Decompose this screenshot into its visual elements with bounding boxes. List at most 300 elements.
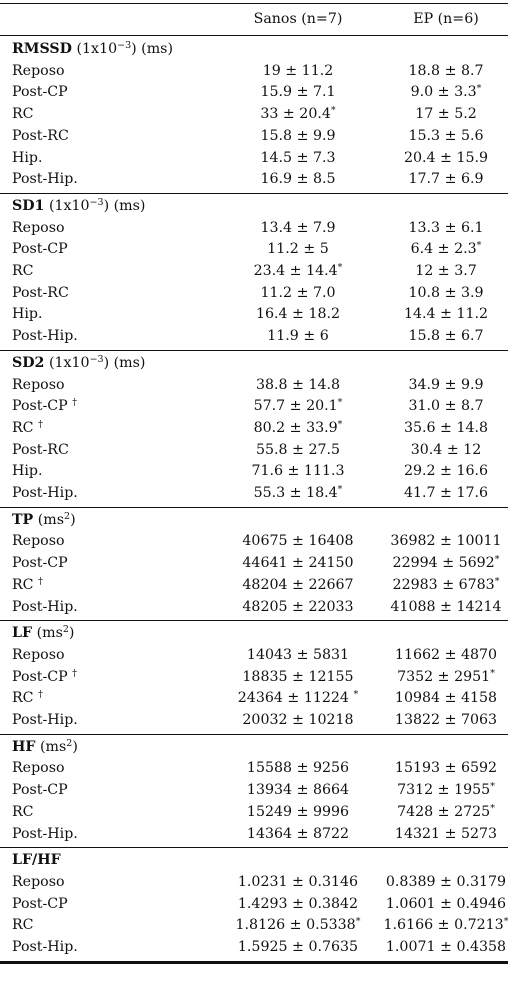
sanos-value: 24364 ± 11224: [237, 690, 354, 707]
header-rule: [0, 35, 508, 36]
top-rule: [0, 3, 508, 4]
ep-value: 22994 ± 5692: [392, 555, 495, 572]
row-label: Post-CP: [12, 782, 68, 799]
sanos-value-cell: [213, 802, 383, 823]
table-row: [0, 780, 508, 801]
table-row: [0, 824, 508, 845]
ep-value-cell: [361, 148, 508, 169]
sanos-value-cell: [213, 553, 383, 574]
sanos-value-cell: [213, 531, 383, 552]
significance-mark: *: [490, 802, 495, 814]
section-divider: [0, 350, 508, 351]
significance-mark: *: [337, 484, 343, 495]
table-row: [0, 531, 508, 552]
section-unit-tail: ): [72, 738, 78, 755]
row-label: Hip.: [12, 149, 43, 166]
sanos-value: 14043 ± 5831: [246, 646, 350, 663]
ep-value: 17.7 ± 6.9: [408, 171, 484, 188]
row-label-cell: [12, 553, 68, 574]
ep-value: 7352 ± 2951: [397, 668, 491, 685]
ep-value: 13822 ± 7063: [394, 712, 498, 728]
sanos-value-cell: [213, 418, 383, 439]
row-label: Reposo: [12, 646, 65, 663]
row-label: Post-Hip.: [12, 712, 78, 728]
ep-value: 1.0071 ± 0.4358: [385, 939, 507, 955]
dagger-mark: †: [38, 689, 43, 701]
row-label-cell: [12, 575, 43, 596]
ep-value-cell: [361, 597, 508, 618]
sanos-value-cell: [213, 872, 383, 893]
ep-value: 1.0601 ± 0.4946: [385, 895, 507, 912]
row-label: Hip.: [12, 306, 43, 323]
sanos-value: 1.5925 ± 0.7635: [237, 939, 359, 955]
section-unit-tail: ): [70, 511, 76, 528]
table-row: [0, 418, 508, 439]
sanos-value: 19 ± 11.2: [262, 62, 334, 79]
ep-value: 9.0 ± 3.3: [410, 84, 477, 101]
table-row: [0, 261, 508, 282]
ep-value-cell: [361, 461, 508, 482]
ep-value-cell: [361, 802, 508, 823]
sanos-value-cell: [213, 710, 383, 731]
section-unit-tail: ) (ms): [131, 41, 173, 57]
table-row: [0, 148, 508, 169]
row-label: Reposo: [12, 62, 65, 79]
row-label-cell: [12, 780, 68, 801]
row-label: RC: [12, 576, 34, 593]
section-unit-tail: ) (ms): [103, 197, 146, 214]
sanos-value: 15249 ± 9996: [246, 803, 350, 820]
row-label: RC: [12, 917, 34, 934]
section-header: [0, 850, 508, 871]
row-label: RC: [12, 690, 34, 707]
sanos-value-cell: [213, 440, 383, 461]
section-unit-exponent: −3: [117, 40, 132, 51]
row-label-cell: [12, 937, 78, 958]
ep-value-cell: [361, 824, 508, 845]
row-label: Post-Hip.: [12, 171, 78, 188]
sanos-value-cell: [213, 239, 383, 260]
row-label-cell: [12, 304, 43, 325]
sanos-value: 16.4 ± 18.2: [255, 306, 341, 323]
row-label-cell: [12, 148, 43, 169]
row-label-cell: [12, 396, 77, 417]
table-row: [0, 553, 508, 574]
table-row: [0, 667, 508, 688]
row-label-cell: [12, 872, 65, 893]
significance-mark: *: [490, 781, 495, 793]
table-row: [0, 326, 508, 347]
row-label: Hip.: [12, 463, 43, 480]
sanos-value: 23.4 ± 14.4: [253, 263, 338, 279]
sanos-value-cell: [213, 758, 383, 779]
sanos-value-cell: [213, 261, 383, 282]
significance-mark: *: [337, 418, 343, 430]
row-label-cell: [12, 61, 65, 82]
ep-value-cell: [361, 169, 508, 190]
section-unit-tail: ) (ms): [103, 354, 146, 371]
dagger-mark: †: [72, 667, 77, 679]
section-name: LF: [12, 625, 33, 642]
ep-value: 7312 ± 1955: [397, 782, 491, 799]
ep-value-cell: [361, 418, 508, 439]
ep-value: 14.4 ± 11.2: [403, 306, 489, 323]
ep-value: 7428 ± 2725: [397, 803, 491, 820]
row-label-cell: [12, 104, 34, 125]
section-divider: [0, 620, 508, 621]
section-header: [0, 510, 508, 531]
table-row: [0, 802, 508, 823]
section-divider: [0, 193, 508, 194]
sanos-value: 44641 ± 24150: [242, 555, 354, 572]
row-label-cell: [12, 169, 78, 190]
table-row: [0, 915, 508, 936]
section-title: [12, 510, 76, 531]
ep-value: 30.4 ± 12: [410, 441, 482, 458]
row-label-cell: [12, 218, 65, 239]
ep-value-cell: [361, 667, 508, 688]
ep-value: 41088 ± 14214: [390, 598, 502, 615]
row-label-cell: [12, 483, 78, 504]
row-label: RC: [12, 419, 34, 436]
ep-value: 18.8 ± 8.7: [408, 62, 484, 79]
sanos-value-cell: [213, 824, 383, 845]
table-row: [0, 758, 508, 779]
ep-value-cell: [361, 645, 508, 666]
ep-value: 1.6166 ± 0.7213: [383, 917, 504, 934]
ep-value-cell: [361, 531, 508, 552]
row-label-cell: [12, 824, 78, 845]
significance-mark: *: [476, 240, 482, 252]
ep-value-cell: [361, 483, 508, 504]
significance-mark: *: [476, 83, 482, 95]
table-row: [0, 239, 508, 260]
ep-value-cell: [361, 553, 508, 574]
row-label-cell: [12, 283, 69, 304]
significance-mark: *: [355, 916, 361, 928]
sanos-value-cell: [213, 169, 383, 190]
sanos-value: 1.8126 ± 0.5338: [235, 917, 356, 934]
sanos-value: 11.9 ± 6: [267, 328, 329, 345]
ep-value: 31.0 ± 8.7: [408, 398, 484, 415]
section-unit-exponent: 2: [66, 737, 73, 749]
row-label: Post-Hip.: [12, 939, 78, 955]
ep-value-cell: [361, 82, 508, 103]
row-label: RC: [12, 803, 34, 820]
row-label: Reposo: [12, 376, 65, 393]
ep-value: 20.4 ± 15.9: [403, 149, 489, 166]
ep-value: 14321 ± 5273: [394, 825, 498, 842]
table-row: [0, 688, 508, 709]
row-label: Reposo: [12, 533, 65, 550]
significance-mark: *: [494, 554, 500, 566]
row-label: Post-RC: [12, 127, 69, 144]
sanos-value: 55.3 ± 18.4: [253, 485, 338, 501]
row-label-cell: [12, 894, 68, 915]
ep-value-cell: [361, 283, 508, 304]
table-row: [0, 597, 508, 618]
row-label: RC: [12, 263, 34, 279]
ep-value: 17 ± 5.2: [415, 106, 477, 123]
section-name: LF/HF: [12, 852, 61, 869]
sanos-value-cell: [213, 597, 383, 618]
significance-mark: *: [490, 667, 495, 679]
row-label: Reposo: [12, 219, 65, 236]
section-header: [0, 623, 508, 644]
ep-value-cell: [361, 780, 508, 801]
ep-value-cell: [361, 937, 508, 958]
ep-value-cell: [361, 304, 508, 325]
sanos-value-cell: [213, 283, 383, 304]
sanos-value-cell: [213, 218, 383, 239]
significance-mark: *: [353, 689, 359, 701]
table-row: [0, 645, 508, 666]
ep-value: 10.8 ± 3.9: [408, 284, 484, 301]
section-unit-exponent: −3: [89, 353, 104, 365]
row-label-cell: [12, 645, 65, 666]
sanos-value: 48204 ± 22667: [242, 576, 354, 593]
row-label-cell: [12, 239, 68, 260]
ep-value: 15.8 ± 6.7: [408, 328, 484, 345]
ep-value-cell: [361, 575, 508, 596]
section-unit: (1x10: [48, 197, 90, 214]
sanos-value-cell: [213, 894, 383, 915]
section-unit: (ms: [36, 625, 63, 642]
ep-value: 10984 ± 4158: [394, 690, 498, 707]
ep-value: 29.2 ± 16.6: [403, 463, 489, 480]
row-label-cell: [12, 261, 34, 282]
sanos-value: 15.9 ± 7.1: [260, 84, 336, 101]
row-label-cell: [12, 597, 78, 618]
section-divider: [0, 734, 508, 735]
table-header-row: [0, 9, 508, 30]
section-title: [12, 353, 145, 374]
significance-mark: *: [494, 575, 500, 587]
table-row: [0, 396, 508, 417]
row-label: Post-Hip.: [12, 598, 78, 615]
sanos-value: 11.2 ± 5: [267, 241, 329, 258]
ep-value-cell: [361, 894, 508, 915]
table-row: [0, 283, 508, 304]
ep-value: 36982 ± 10011: [390, 533, 502, 550]
ep-value-cell: [361, 326, 508, 347]
significance-mark: *: [337, 262, 343, 273]
ep-value: 35.6 ± 14.8: [403, 419, 489, 436]
section-unit-exponent: −3: [89, 196, 104, 208]
table-row: [0, 61, 508, 82]
section-title: [12, 196, 145, 217]
sanos-value-cell: [213, 148, 383, 169]
table-row: [0, 710, 508, 731]
row-label-cell: [12, 688, 43, 709]
row-label-cell: [12, 440, 69, 461]
sanos-value-cell: [213, 396, 383, 417]
ep-value-cell: [361, 104, 508, 125]
ep-value: 13.3 ± 6.1: [408, 219, 484, 236]
row-label-cell: [12, 915, 34, 936]
section-unit: (1x10: [48, 354, 90, 371]
bottom-rule: [0, 961, 508, 964]
section-unit: (ms: [37, 511, 65, 528]
sanos-value: 71.6 ± 111.3: [251, 463, 345, 480]
section-header: [0, 39, 508, 60]
ep-value-cell: [361, 218, 508, 239]
sanos-value: 15588 ± 9256: [246, 760, 350, 777]
table-row: [0, 440, 508, 461]
section-unit: (1x10: [76, 41, 118, 57]
ep-value-cell: [361, 440, 508, 461]
table-row: [0, 872, 508, 893]
sanos-value-cell: [213, 645, 383, 666]
ep-value-cell: [361, 126, 508, 147]
section-header: [0, 737, 508, 758]
sanos-value-cell: [213, 461, 383, 482]
sanos-value: 15.8 ± 9.9: [260, 127, 336, 144]
ep-value-cell: [361, 239, 508, 260]
ep-value: 12 ± 3.7: [415, 263, 477, 279]
row-label-cell: [12, 667, 77, 688]
sanos-value-cell: [213, 780, 383, 801]
row-label-cell: [12, 375, 65, 396]
dagger-mark: †: [38, 418, 43, 430]
ep-value-cell: [361, 396, 508, 417]
row-label: Post-RC: [12, 441, 69, 458]
section-divider: [0, 507, 508, 508]
row-label: Post-CP: [12, 668, 68, 685]
section-title: [12, 39, 173, 60]
section-name: HF: [12, 738, 36, 755]
table-row: [0, 483, 508, 504]
table-row: [0, 937, 508, 958]
section-name: SD1: [12, 197, 45, 214]
sanos-value: 57.7 ± 20.1: [253, 398, 338, 415]
sanos-value-cell: [213, 667, 383, 688]
ep-value-cell: [361, 61, 508, 82]
ep-value-cell: [361, 688, 508, 709]
row-label: Post-CP: [12, 241, 68, 258]
table-row: [0, 126, 508, 147]
row-label: Post-Hip.: [12, 485, 78, 501]
section-unit-exponent: 2: [64, 510, 71, 522]
sanos-value: 40675 ± 16408: [242, 533, 354, 550]
row-label-cell: [12, 326, 78, 347]
ep-value: 22983 ± 6783: [392, 576, 495, 593]
section-name: SD2: [12, 354, 45, 371]
ep-value: 15.3 ± 5.6: [408, 127, 484, 144]
sanos-value-cell: [213, 688, 383, 709]
sanos-value-cell: [213, 483, 383, 504]
dagger-mark: †: [38, 575, 43, 587]
table-row: [0, 104, 508, 125]
section-divider: [0, 847, 508, 848]
sanos-value: 11.2 ± 7.0: [260, 284, 336, 301]
sanos-value-cell: [213, 104, 383, 125]
significance-mark: *: [337, 397, 343, 409]
section-title: [12, 850, 65, 871]
section-unit: (ms: [40, 738, 67, 755]
row-label: RC: [12, 106, 34, 123]
row-label: Reposo: [12, 760, 65, 777]
row-label: Post-CP: [12, 398, 68, 415]
sanos-value-cell: [213, 126, 383, 147]
sanos-value: 38.8 ± 14.8: [255, 376, 341, 393]
sanos-value: 1.0231 ± 0.3146: [237, 873, 359, 890]
ep-value: 41.7 ± 17.6: [403, 485, 489, 501]
significance-mark: *: [330, 105, 336, 117]
table-row: [0, 304, 508, 325]
section-title: [12, 737, 78, 758]
sanos-value: 14.5 ± 7.3: [260, 149, 336, 166]
row-label-cell: [12, 758, 65, 779]
section-header: [0, 353, 508, 374]
row-label-cell: [12, 531, 65, 552]
row-label: Post-RC: [12, 284, 69, 301]
sanos-value: 33 ± 20.4: [260, 106, 331, 123]
row-label: Post-CP: [12, 895, 68, 912]
section-name: TP: [12, 511, 34, 528]
table-row: [0, 82, 508, 103]
row-label-cell: [12, 461, 43, 482]
ep-value-cell: [361, 375, 508, 396]
significance-mark: *: [503, 916, 508, 928]
sanos-value-cell: [213, 304, 383, 325]
ep-value-cell: [361, 758, 508, 779]
ep-value: 34.9 ± 9.9: [408, 376, 484, 393]
row-label-cell: [12, 802, 34, 823]
section-unit-tail: ): [68, 625, 75, 642]
sanos-value-cell: [213, 326, 383, 347]
sanos-value-cell: [213, 575, 383, 596]
table-row: [0, 894, 508, 915]
sanos-value: 18835 ± 12155: [242, 668, 354, 685]
column-header-ep: EP (n=6): [413, 11, 479, 27]
sanos-value: 48205 ± 22033: [242, 598, 354, 615]
table-row: [0, 375, 508, 396]
sanos-value: 1.4293 ± 0.3842: [237, 895, 359, 912]
section-header: [0, 196, 508, 217]
dagger-mark: †: [72, 397, 77, 409]
row-label-cell: [12, 418, 43, 439]
ep-value-cell: [361, 915, 508, 936]
row-label: Reposo: [12, 873, 65, 890]
table-row: [0, 461, 508, 482]
ep-value: 15193 ± 6592: [394, 760, 498, 777]
sanos-value: 55.8 ± 27.5: [255, 441, 341, 458]
sanos-value-cell: [213, 82, 383, 103]
ep-value-cell: [361, 710, 508, 731]
row-label-cell: [12, 126, 69, 147]
row-label: Post-CP: [12, 555, 68, 572]
row-label-cell: [12, 82, 68, 103]
row-label: Post-Hip.: [12, 328, 78, 345]
sanos-value: 14364 ± 8722: [246, 825, 350, 842]
section-unit-exponent: 2: [62, 624, 69, 636]
ep-value: 11662 ± 4870: [394, 646, 498, 663]
row-label: Post-Hip.: [12, 825, 78, 842]
ep-value-cell: [361, 261, 508, 282]
column-header-sanos: Sanos (n=7): [253, 11, 343, 27]
section-name: RMSSD: [12, 41, 72, 57]
sanos-value: 13.4 ± 7.9: [260, 219, 336, 236]
row-label: Post-CP: [12, 84, 68, 101]
table-row: [0, 169, 508, 190]
sanos-value-cell: [213, 375, 383, 396]
ep-value-cell: [361, 872, 508, 893]
sanos-value-cell: [213, 937, 383, 958]
ep-value: 6.4 ± 2.3: [410, 241, 477, 258]
ep-value: 0.8389 ± 0.3179: [385, 873, 507, 890]
table-row: [0, 575, 508, 596]
